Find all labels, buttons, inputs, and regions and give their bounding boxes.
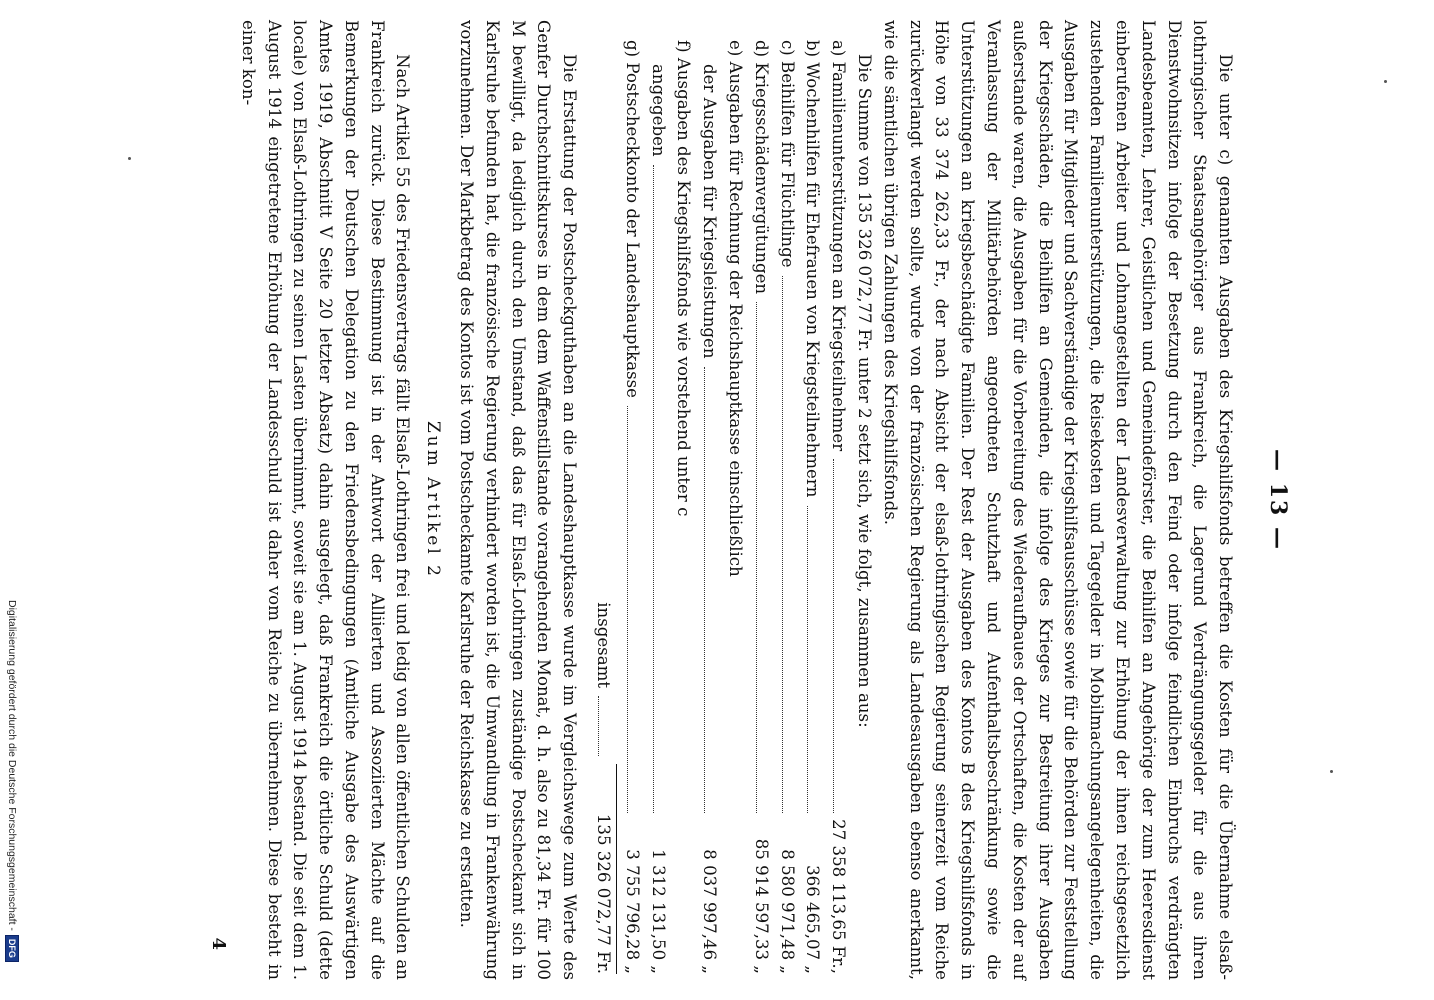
leader-dots <box>627 406 628 813</box>
digitization-note <box>4 600 20 1000</box>
sum-item <box>748 40 774 980</box>
sum-item-continuation <box>696 40 722 980</box>
sum-item-amount: 3 755 796,28 „ <box>622 849 642 974</box>
scan-speck <box>1384 80 1387 83</box>
digitization-note-text: Digitalisierung gefördert durch die Deutsche Forschungsgemeinschaft - <box>6 600 18 931</box>
sum-item <box>722 40 748 980</box>
sum-item-label-continuation: der Ausgaben für Kriegsleistungen <box>700 64 720 359</box>
paragraph-war-relief-fund: Die unter c) genannten Ausgaben des Kriegshilfsfonds betreffen die Kosten für die Übernahme elsaß-lothringischer Staatsangehöriger aus Frankreich, die Lagerund Verdrängungsgelder für die aus ihren Dienstwohnsitzen infolge der Besetzung durch den Feind oder infolge feindlichen Einbruchs verdrängten Landesbeamten, Lehrer, Geistlichen und Gemeindeförster, die Beihilfen an Angehörige der zum Heeresdienst einberufenen Arbeiter und Lohnangestellten der Landesverwaltung zur Erhöhung der ihnen reichsgesetzlich zustehenden Familienunterstützungen, die Reisekosten und Tagegelder in Mobilmachungsangelegenheiten, die Ausgaben für Mitglieder und Sachverständige der Kriegshilfsausschüsse sowie für die Behörden zur Feststellung der Kriegsschäden, die Beihilfen an Gemeinden, die infolge des Krieges zur Bestreitung ihrer Ausgaben außerstande waren, die Ausgaben für die Vorbereitung des Wiederaufbaues der Ortschaften, die Kosten der auf Veranlassung der Militärbehörden angeordneten Schutzhaft und Aufenthaltsbeschränkung sowie die Unterstützungen an kriegsbeschädigte Familien. Der Rest der Ausgaben des Kontos B des Kriegshilfsfonds in Höhe von 33 374 262,33 Fr., der nach Absicht der elsaß-lothringischen Regierung seinerzeit vom Reiche zurückverlangt werden sollte, wurde von der französischen Regierung als Landesausgaben ebenso anerkannt, wie die sämtlichen übrigen Zahlungen des Kriegshilfsfonds. <box>880 20 1236 980</box>
scan-speck <box>1330 770 1333 773</box>
sum-total-label: insgesamt <box>594 602 614 688</box>
leader-dots <box>807 506 808 814</box>
paragraph-article-55: Nach Artikel 55 des Friedensvertrags fällt Elsaß-Lothringen frei und ledig von allen öffentlichen Schulden an Frankreich zurück. Diese Bestimmung ist in der Antwort der Alliierten und Assoziierten Mächte auf die Bemerkungen der Deutschen Delegation zu den Friedensbedingungen (Amtliche Ausgabe des Auswärtigen Amtes 1919, Abschnitt V Seite 20 letzter Absatz) dahin ausgelegt, daß Frankreich die örtliche Schuld (dette locale) von Elsaß-Lothringen zu seinen Lasten übernimmt, soweit sie am 1. August 1914 bestand. Die seit dem 1. August 1914 eingetretene Erhöhung der Landesschuld ist daher vom Reiche zu übernehmen. Diese besteht in einer kon- <box>238 20 413 980</box>
sum-item-amount: 85 914 597,33 „ <box>751 838 771 974</box>
sum-item <box>800 40 826 980</box>
sum-total-amount: 135 326 072,77 Fr. <box>590 764 617 974</box>
leader-dots <box>833 459 834 813</box>
sum-item-label: e) Ausgaben für Rechnung der Reichshauptkasse einschließlich <box>726 40 746 577</box>
sum-breakdown-list <box>619 20 851 980</box>
leader-dots <box>756 302 757 813</box>
dfg-logo: DFG <box>5 935 19 962</box>
sum-item-amount: 1 312 131,50 „ <box>648 849 668 974</box>
sum-item-label-continuation: angegeben <box>648 64 668 157</box>
sum-item-amount: 8 580 971,48 „ <box>777 849 797 974</box>
leader-dots <box>653 165 654 813</box>
sum-item-label: g) Postscheckkonto der Landeshauptkasse <box>622 40 642 398</box>
sum-item <box>825 40 851 980</box>
sum-item <box>774 40 800 980</box>
sum-item-amount: 8 037 997,46 „ <box>700 849 720 974</box>
sum-item-label: a) Familienunterstützungen an Kriegsteilnehmer <box>829 40 849 452</box>
sum-item-label: c) Beihilfen für Flüchtlinge <box>777 40 797 268</box>
sum-item-label: d) Kriegsschädenvergütungen <box>751 40 771 295</box>
leader-dots <box>782 276 783 813</box>
sum-total-row <box>590 20 617 980</box>
paragraph-postal-check: Die Erstattung der Postscheckguthaben an die Landeshauptkasse wurde im Vergleichswege zum Werte des Genfer Durchschnittskurses in dem dem Waffenstillstande vorangehenden Monat, d. h. also zu 81,34 Fr. für 100 M bewilligt, da lediglich durch den Umstand, daß das für Elsaß-Lothringen zuständige Postscheckamt sich in Karlsruhe befunden hat, die französische Regierung verhindert worden ist, die Umwandlung in Frankenwährung vorzunehmen. Der Markbetrag des Kontos ist vom Postscheckamte Karlsruhe der Reichskasse zu erstatten. <box>457 20 580 980</box>
sum-item-amount: 27 358 113,65 Fr., <box>829 819 849 974</box>
sum-item <box>671 40 697 980</box>
signature-mark: 4 <box>207 937 229 950</box>
scan-speck <box>128 157 131 160</box>
sum-item-continuation <box>645 40 671 980</box>
leader-dots <box>598 696 599 756</box>
section-heading: Zum Artikel 2 <box>423 421 444 579</box>
sum-item-amount: 366 465,07 „ <box>803 865 823 974</box>
sum-item-label: f) Ausgaben des Kriegshilfsfonds wie vorstehend unter c <box>674 40 694 517</box>
page-number: — 13 — <box>1265 449 1291 551</box>
leader-dots <box>704 367 705 813</box>
sum-item-label: b) Wochenhilfen für Ehefrauen von Kriegsteilnehmern <box>803 40 823 498</box>
sum-item <box>619 40 645 980</box>
document-page <box>130 20 1290 980</box>
sum-intro: Die Summe von 135 326 072,77 Fr. unter 2 setzt sich, wie folgt, zusammen aus: <box>855 54 875 728</box>
